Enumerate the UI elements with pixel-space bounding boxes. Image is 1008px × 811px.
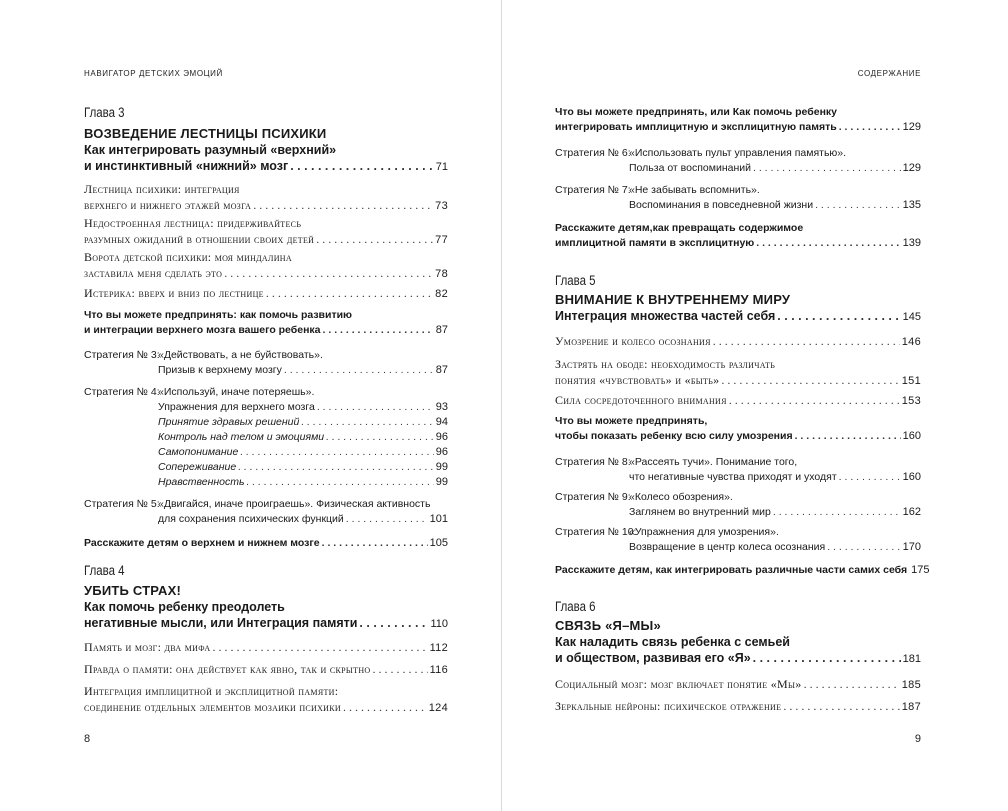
- page-number-footer: 9: [914, 733, 921, 745]
- strategy-label: Стратегия № 8:: [555, 456, 631, 468]
- leader-dots: [326, 430, 434, 445]
- page-number: 162: [902, 506, 921, 518]
- running-head: СОДЕРЖАНИЕ: [857, 69, 921, 78]
- leader-dots: [284, 363, 434, 378]
- leader-dots: [323, 323, 434, 338]
- leader-dots: [839, 120, 901, 135]
- toc-entry[interactable]: Что вы можете предпринять, или Как помочь ребенку интегрировать имплицитную и эксплицитную память . . . 129: [555, 105, 921, 135]
- toc-entry[interactable]: Расскажите детям, как интегрировать различные части самих себя 175: [555, 564, 930, 576]
- leader-dots: [290, 158, 434, 174]
- toc-subentry[interactable]: Контроль над телом и эмоциями . . . 96: [158, 430, 448, 445]
- page-number: 116: [429, 664, 448, 676]
- chapter-5-heading: [555, 272, 921, 325]
- toc-subentry[interactable]: Упражнения для верхнего мозга . . . 93: [158, 400, 448, 415]
- leader-dots: [238, 460, 434, 475]
- page-number: 145: [902, 311, 921, 323]
- page-number: 96: [435, 446, 448, 458]
- leader-dots: [373, 661, 428, 677]
- toc-entry-strategy[interactable]: Стратегия № 9: «Колесо обозрения». Заглянем во внутренний мир . . . 162: [555, 490, 921, 520]
- toc-subentry[interactable]: Принятие здравых решений . . . 94: [158, 415, 448, 430]
- leader-dots: [753, 650, 901, 666]
- toc-entry-strategy[interactable]: Стратегия № 3: «Действовать, а не буйствовать». Призыв к верхнему мозгу . . . 87: [84, 348, 448, 378]
- leader-dots: [247, 475, 434, 490]
- strategy-label: Стратегия № 4:: [84, 386, 160, 398]
- strategy-label: Стратегия № 7:: [555, 184, 631, 196]
- page-number: 151: [901, 375, 921, 387]
- page-number: 129: [902, 121, 921, 133]
- toc-entry[interactable]: Ворота детской психики: моя миндалина заставила меня сделать это . . . 78: [84, 249, 448, 282]
- chapter-3-heading: [84, 104, 448, 175]
- toc-entry[interactable]: Недостроенная лестница: придерживайтесь разумных ожиданий в отношении своих детей . . . 77: [84, 215, 448, 248]
- toc-entry[interactable]: негативные мысли, или Интеграция памяти . . . 110: [84, 615, 448, 632]
- leader-dots: [224, 265, 433, 281]
- strategy-label: Стратегия № 6:: [555, 147, 631, 159]
- toc-entry-strategy[interactable]: Стратегия № 7: «Не забывать вспомнить». Воспоминания в повседневной жизни . . . 135: [555, 183, 921, 213]
- toc-entry[interactable]: Застрять на ободе: необходимость различать понятия «чувствовать» и «быть» . . . 151: [555, 356, 921, 389]
- toc-entry[interactable]: Что вы можете предпринять: как помочь развитию и интеграции верхнего мозга вашего ребенка . . . 87: [84, 308, 448, 338]
- page-number: 87: [435, 324, 448, 336]
- toc-entry[interactable]: Умозрение и колесо осознания . . . 146: [555, 333, 921, 350]
- page-number: 124: [428, 702, 448, 714]
- strategy-label: Стратегия № 5:: [84, 498, 160, 510]
- page-number: 73: [435, 200, 448, 212]
- toc-subentry[interactable]: Самопонимание . . . 96: [158, 445, 448, 460]
- leader-dots: [317, 400, 434, 415]
- chapter-title: ВОЗВЕДЕНИЕ ЛЕСТНИЦЫ ПСИХИКИ: [84, 126, 327, 141]
- toc-entry[interactable]: Лестница психики: интеграция верхнего и нижнего этажей мозга . . . 73: [84, 181, 448, 214]
- chapter-title: ВНИМАНИЕ К ВНУТРЕННЕМУ МИРУ: [555, 292, 791, 307]
- leader-dots: [713, 333, 900, 349]
- leader-dots: [359, 615, 428, 631]
- leader-dots: [346, 512, 428, 527]
- running-head: НАВИГАТОР ДЕТСКИХ ЭМОЦИЙ: [84, 69, 223, 78]
- page-number: 110: [430, 618, 448, 630]
- strategy-label: Стратегия № 9:: [555, 491, 631, 503]
- leader-dots: [721, 372, 899, 388]
- leader-dots: [253, 197, 433, 213]
- toc-entry[interactable]: и инстинктивный «нижний» мозг . . . 71: [84, 158, 448, 175]
- page-number: 78: [435, 268, 448, 280]
- page-number: 99: [435, 476, 448, 488]
- page-number: 112: [429, 642, 448, 654]
- chapter-subtitle: Как наладить связь ребенка с семьей и обществом, развивая его «Я» . . . 181: [555, 634, 921, 667]
- right-page: [502, 0, 1008, 811]
- toc-entry[interactable]: Сила сосредоточенного внимания . . . 153: [555, 392, 921, 409]
- page-number: 101: [429, 513, 448, 525]
- leader-dots: [773, 505, 901, 520]
- page-number: 129: [902, 162, 921, 174]
- page-number: 175: [911, 564, 930, 576]
- chapter-subtitle: Как помочь ребенку преодолеть негативные мысли, или Интеграция памяти . . . 110: [84, 599, 448, 632]
- page-number: 153: [901, 395, 921, 407]
- chapter-6-heading: [555, 598, 921, 667]
- page-number: 105: [429, 537, 448, 549]
- leader-dots: [240, 445, 433, 460]
- leader-dots: [839, 470, 901, 485]
- toc-entry[interactable]: Память и мозг: два мифа . . . 112: [84, 639, 448, 656]
- chapter-4-heading: [84, 562, 448, 632]
- page-number: 139: [902, 237, 921, 249]
- leader-dots: [301, 415, 433, 430]
- toc-entry-strategy[interactable]: Стратегия № 4: «Используй, иначе потеряешь». Упражнения для верхнего мозга . . . 93 Принятие здравых решений . . . 94 Контроль над телом и эмоциями . . . 96 Самопонимание . . . 96 Сопереживание . . . 99 Нравственность . . . 99: [84, 385, 448, 490]
- leader-dots: [804, 676, 900, 692]
- leader-dots: [756, 236, 900, 251]
- page-number: 160: [902, 471, 921, 483]
- toc-subentry[interactable]: Нравственность . . . 99: [158, 475, 448, 490]
- page-number: 77: [435, 234, 448, 246]
- page-number: 82: [435, 288, 448, 300]
- leader-dots: [795, 429, 901, 444]
- leader-dots: [729, 392, 900, 408]
- toc-entry[interactable]: Интеграция множества частей себя . . . 145: [555, 308, 921, 325]
- chapter-label: Глава 3: [84, 105, 125, 120]
- page-number: 187: [901, 701, 921, 713]
- leader-dots: [777, 308, 900, 324]
- toc-entry-strategy[interactable]: Стратегия № 5: «Двигайся, иначе проиграешь». Физическая активность для сохранения психических функций . . . 101: [84, 497, 448, 527]
- leader-dots: [815, 198, 901, 213]
- chapter-title: СВЯЗЬ «Я–МЫ»: [555, 618, 661, 633]
- leader-dots: [783, 698, 899, 714]
- page-number: 87: [435, 364, 448, 376]
- page-number: 146: [901, 336, 921, 348]
- page-number: 160: [902, 430, 921, 442]
- leader-dots: [322, 536, 428, 551]
- toc-entry[interactable]: Зеркальные нейроны: психическое отражение . . . 187: [555, 698, 921, 715]
- leader-dots: [266, 285, 433, 301]
- toc-entry[interactable]: Истерика: вверх и вниз по лестнице . . . 82: [84, 285, 448, 302]
- strategy-label: Стратегия № 10:: [555, 526, 637, 538]
- toc-subentry[interactable]: Сопереживание . . . 99: [158, 460, 448, 475]
- chapter-subtitle: [555, 308, 921, 325]
- chapter-label: Глава 4: [84, 563, 125, 578]
- leader-dots: [212, 639, 427, 655]
- chapter-subtitle: Как интегрировать разумный «верхний» и инстинктивный «нижний» мозг . . . 71: [84, 142, 448, 175]
- leader-dots: [753, 161, 901, 176]
- page-number: 185: [901, 679, 921, 691]
- page-number: 71: [435, 161, 448, 173]
- page-number: 96: [435, 431, 448, 443]
- leader-dots: [316, 231, 433, 247]
- page-number: 170: [902, 541, 921, 553]
- toc-entry[interactable]: Интеграция имплицитной и эксплицитной памяти: соединение отдельных элементов мозаики психики . . . 124: [84, 683, 448, 716]
- page-number: 94: [435, 416, 448, 428]
- left-page: [0, 0, 501, 811]
- toc-entry[interactable]: Социальный мозг: мозг включает понятие «Мы» . . . 185: [555, 676, 921, 693]
- leader-dots: [827, 540, 900, 555]
- toc-entry-strategy[interactable]: Стратегия № 10: «Упражнения для умозрения». Возвращение в центр колеса осознания . . . 170: [555, 525, 921, 555]
- strategy-label: Стратегия № 3:: [84, 349, 160, 361]
- toc-entry[interactable]: Расскажите детям,как превращать содержимое имплицитной памяти в эксплицитную . . . 139: [555, 221, 921, 251]
- chapter-label: Глава 5: [555, 273, 596, 288]
- chapter-title: УБИТЬ СТРАХ!: [84, 583, 181, 598]
- toc-entry[interactable]: Правда о памяти: она действует как явно, так и скрытно . . . 116: [84, 661, 448, 678]
- page-number-footer: 8: [84, 733, 91, 745]
- page-number: 99: [435, 461, 448, 473]
- page-number: 93: [435, 401, 448, 413]
- toc-entry-strategy[interactable]: Стратегия № 6: «Использовать пульт управления памятью». Польза от воспоминаний . . . 129: [555, 146, 921, 176]
- toc-entry-strategy[interactable]: Стратегия № 8: «Рассеять тучи». Понимание того, что негативные чувства приходят и уходят . . . 160: [555, 455, 921, 485]
- toc-entry[interactable]: и обществом, развивая его «Я» . . . 181: [555, 650, 921, 667]
- toc-entry[interactable]: Что вы можете предпринять, чтобы показать ребенку всю силу умозрения . . . 160: [555, 414, 921, 444]
- chapter-label: Глава 6: [555, 599, 596, 614]
- toc-entry[interactable]: Расскажите детям о верхнем и нижнем мозге . . . 105: [84, 536, 448, 551]
- leader-dots: [343, 699, 427, 715]
- page-number: 181: [902, 653, 921, 665]
- page-number: 135: [902, 199, 921, 211]
